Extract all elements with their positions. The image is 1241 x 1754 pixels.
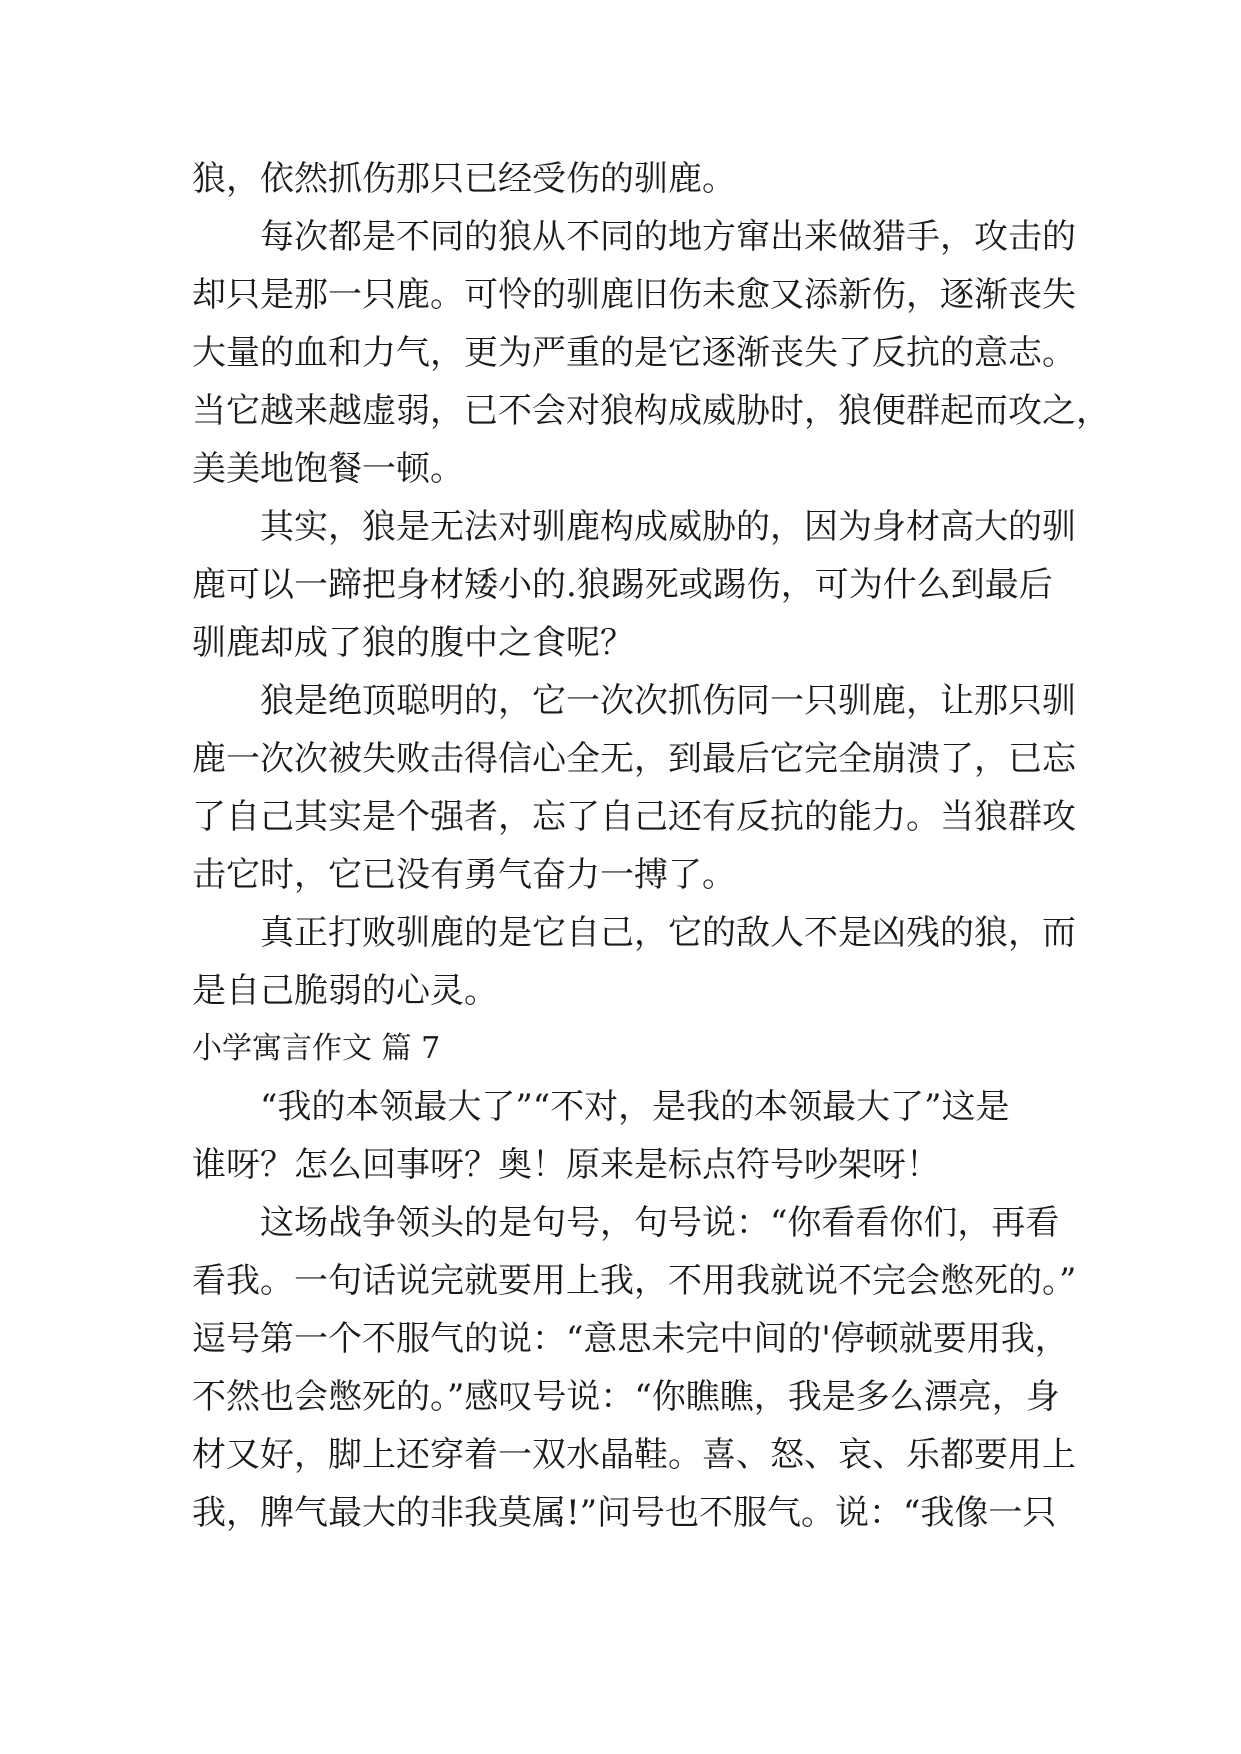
text-line: 驯鹿却成了狼的腹中之食呢？ xyxy=(192,623,634,663)
text-line: 谁呀？怎么回事呀？奥！原来是标点符号吵架呀！ xyxy=(192,1145,940,1185)
text-line: 这场战争领头的是句号，句号说：“你看看你们，再看 xyxy=(192,1203,1060,1243)
document-body xyxy=(192,150,1110,1542)
text-line: 真正打败驯鹿的是它自己，它的敌人不是凶残的狼，而 xyxy=(192,913,1076,953)
text-line: 是自己脆弱的心灵。 xyxy=(192,971,498,1011)
text-line: 当它越来越虚弱，已不会对狼构成威胁时，狼便群起而攻之， xyxy=(192,391,1110,431)
text-line: 大量的血和力气，更为严重的是它逐渐丧失了反抗的意志。 xyxy=(192,333,1076,373)
text-line: 其实，狼是无法对驯鹿构成威胁的，因为身材高大的驯 xyxy=(192,507,1076,547)
text-line: 却只是那一只鹿。可怜的驯鹿旧伤未愈又添新伤，逐渐丧失 xyxy=(192,275,1076,315)
text-line: 不然也会憋死的。”感叹号说：“你瞧瞧，我是多么漂亮，身 xyxy=(192,1377,1060,1417)
text-line: 鹿可以一蹄把身材矮小的.狼踢死或踢伤，可为什么到最后 xyxy=(192,565,1053,605)
section-title: 小学寓言作文 篇 7 xyxy=(192,1031,441,1066)
text-line: “我的本领最大了”“不对，是我的本领最大了”这是 xyxy=(192,1087,1010,1127)
text-line: 我，脾气最大的非我莫属!”问号也不服气。说：“我像一只 xyxy=(192,1493,1057,1533)
text-line: 美美地饱餐一顿。 xyxy=(192,449,464,489)
text-line: 狼是绝顶聪明的，它一次次抓伤同一只驯鹿，让那只驯 xyxy=(192,681,1076,721)
text-line: 看我。一句话说完就要用上我，不用我就说不完会憋死的。” xyxy=(192,1261,1077,1301)
text-line: 逗号第一个不服气的说：“意思未完中间的'停顿就要用我， xyxy=(192,1319,1069,1359)
text-line: 击它时，它已没有勇气奋力一搏了。 xyxy=(192,855,736,895)
text-line: 了自己其实是个强者，忘了自己还有反抗的能力。当狼群攻 xyxy=(192,797,1076,837)
text-line: 每次都是不同的狼从不同的地方窜出来做猎手，攻击的 xyxy=(192,217,1076,257)
text-line: 材又好，脚上还穿着一双水晶鞋。喜、怒、哀、乐都要用上 xyxy=(192,1435,1076,1475)
text-line: 狼，依然抓伤那只已经受伤的驯鹿。 xyxy=(192,159,736,199)
text-line: 鹿一次次被失败击得信心全无，到最后它完全崩溃了，已忘 xyxy=(192,739,1076,779)
